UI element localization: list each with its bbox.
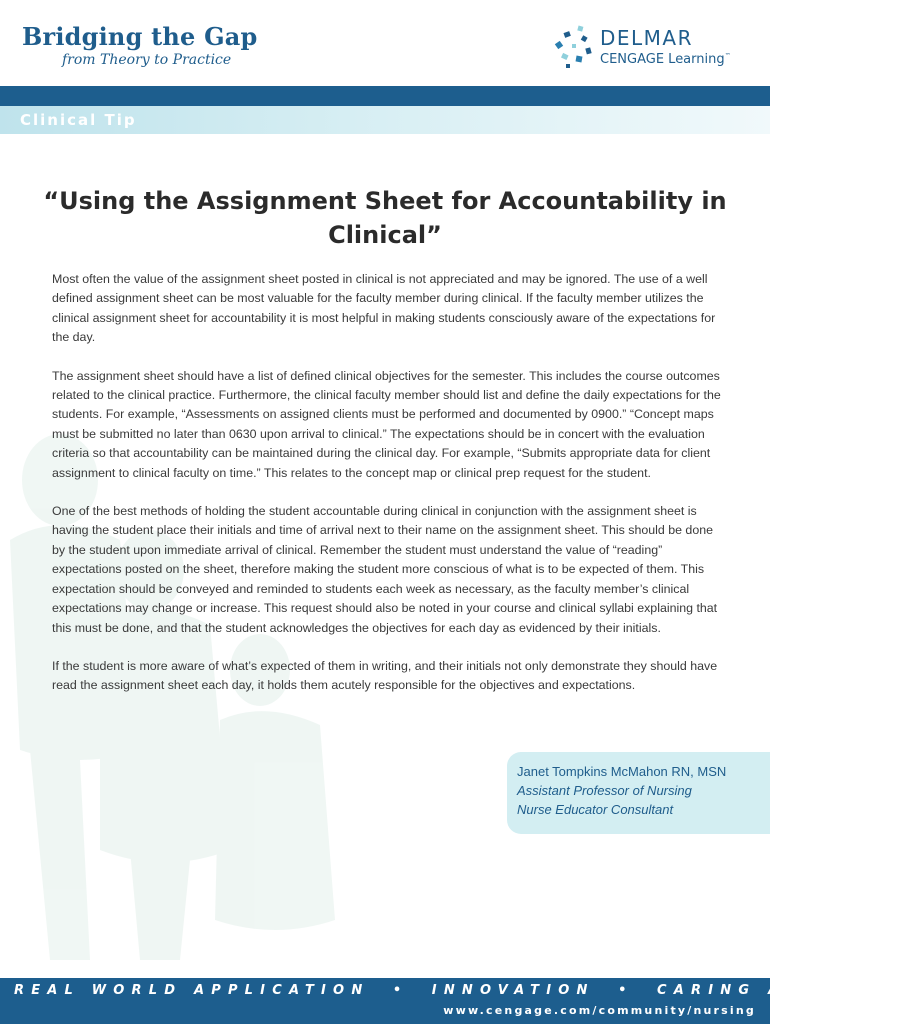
author-role: Assistant Professor of Nursing (517, 783, 692, 798)
article-paragraph-1: Most often the value of the assignment sheet posted in clinical is not appreciated and may be ignored. The use of a well defined assignment sheet can be most valuable for the faculty member during clinical. If the faculty member utilizes the clinical assignment sheet for accountability it is most helpful in making students consciously aware of the expectations for the day. (52, 272, 716, 345)
article-paragraph-2: The assignment sheet should have a list of defined clinical objectives for the semester. This includes the course outcomes related to the clinical practice. Furthermore, the clinical faculty member should list and define the daily expectations for the students. For example, “Assessments on assigned clients must be performed and documented by 0900.” “Concept maps must be submitted no later than 0630 upon arrival to clinical.” The expectations should be in concert with the evaluation criteria so that accountability can be maintained during the clinical day. For example, “Submits appropriate data for client assignment to clinical faculty on time.” This relates to the concept map or clinical prep request for the student. (52, 368, 721, 480)
article-body (52, 270, 722, 715)
brand-subtitle: from Theory to Practice (62, 52, 232, 68)
section-band (0, 106, 770, 134)
page-header (0, 0, 770, 86)
delmar-logo-icon (552, 24, 596, 70)
author-name: Janet Tompkins McMahon RN, MSN (517, 764, 727, 779)
author-title: Nurse Educator Consultant (517, 802, 674, 817)
trademark-mark: ™ (724, 52, 731, 60)
article-paragraph-4: If the student is more aware of what’s expected of them in writing, and their initials not only demonstrate they should have read the assignment sheet each day, it holds them acutely responsible for the objectives and expectations. (52, 658, 718, 693)
section-label: Clinical Tip (20, 111, 137, 129)
logo-name: DELMAR (600, 26, 694, 50)
author-box (507, 752, 770, 834)
delmar-logo (552, 24, 752, 74)
brand-title: Bridging the Gap (22, 22, 258, 51)
article-title: “Using the Assignment Sheet for Accountability in Clinical” (43, 187, 727, 249)
page-footer (0, 978, 906, 1024)
logo-sub-text: CENGAGE Learning (600, 52, 725, 67)
footer-url[interactable]: www.cengage.com/community/nursing (443, 1004, 756, 1017)
header-divider-bar (0, 86, 770, 106)
logo-sub (600, 52, 731, 67)
footer-tagline: REAL WORLD APPLICATION • INNOVATION • CARING APPROACH (14, 983, 906, 998)
article-paragraph-3: One of the best methods of holding the student accountable during clinical in conjunction with the assignment sheet is having the student place their initials and time of arrival next to their name on the assignment sheet. This should be done by the student upon immediate arrival of clinical. Remember the student must understand the value of “reading” expectations posted on the sheet, therefore making the student more conscious of what is to be expected of them. This expectation should be conveyed and reminded to students each week as necessary, as the faculty member’s clinical expectations may change or increase. This request should also be noted in your course and clinical syllabi explaining that this must be done, and that the student acknowledges the objectives for each day as evidenced by their initials. (52, 504, 718, 635)
